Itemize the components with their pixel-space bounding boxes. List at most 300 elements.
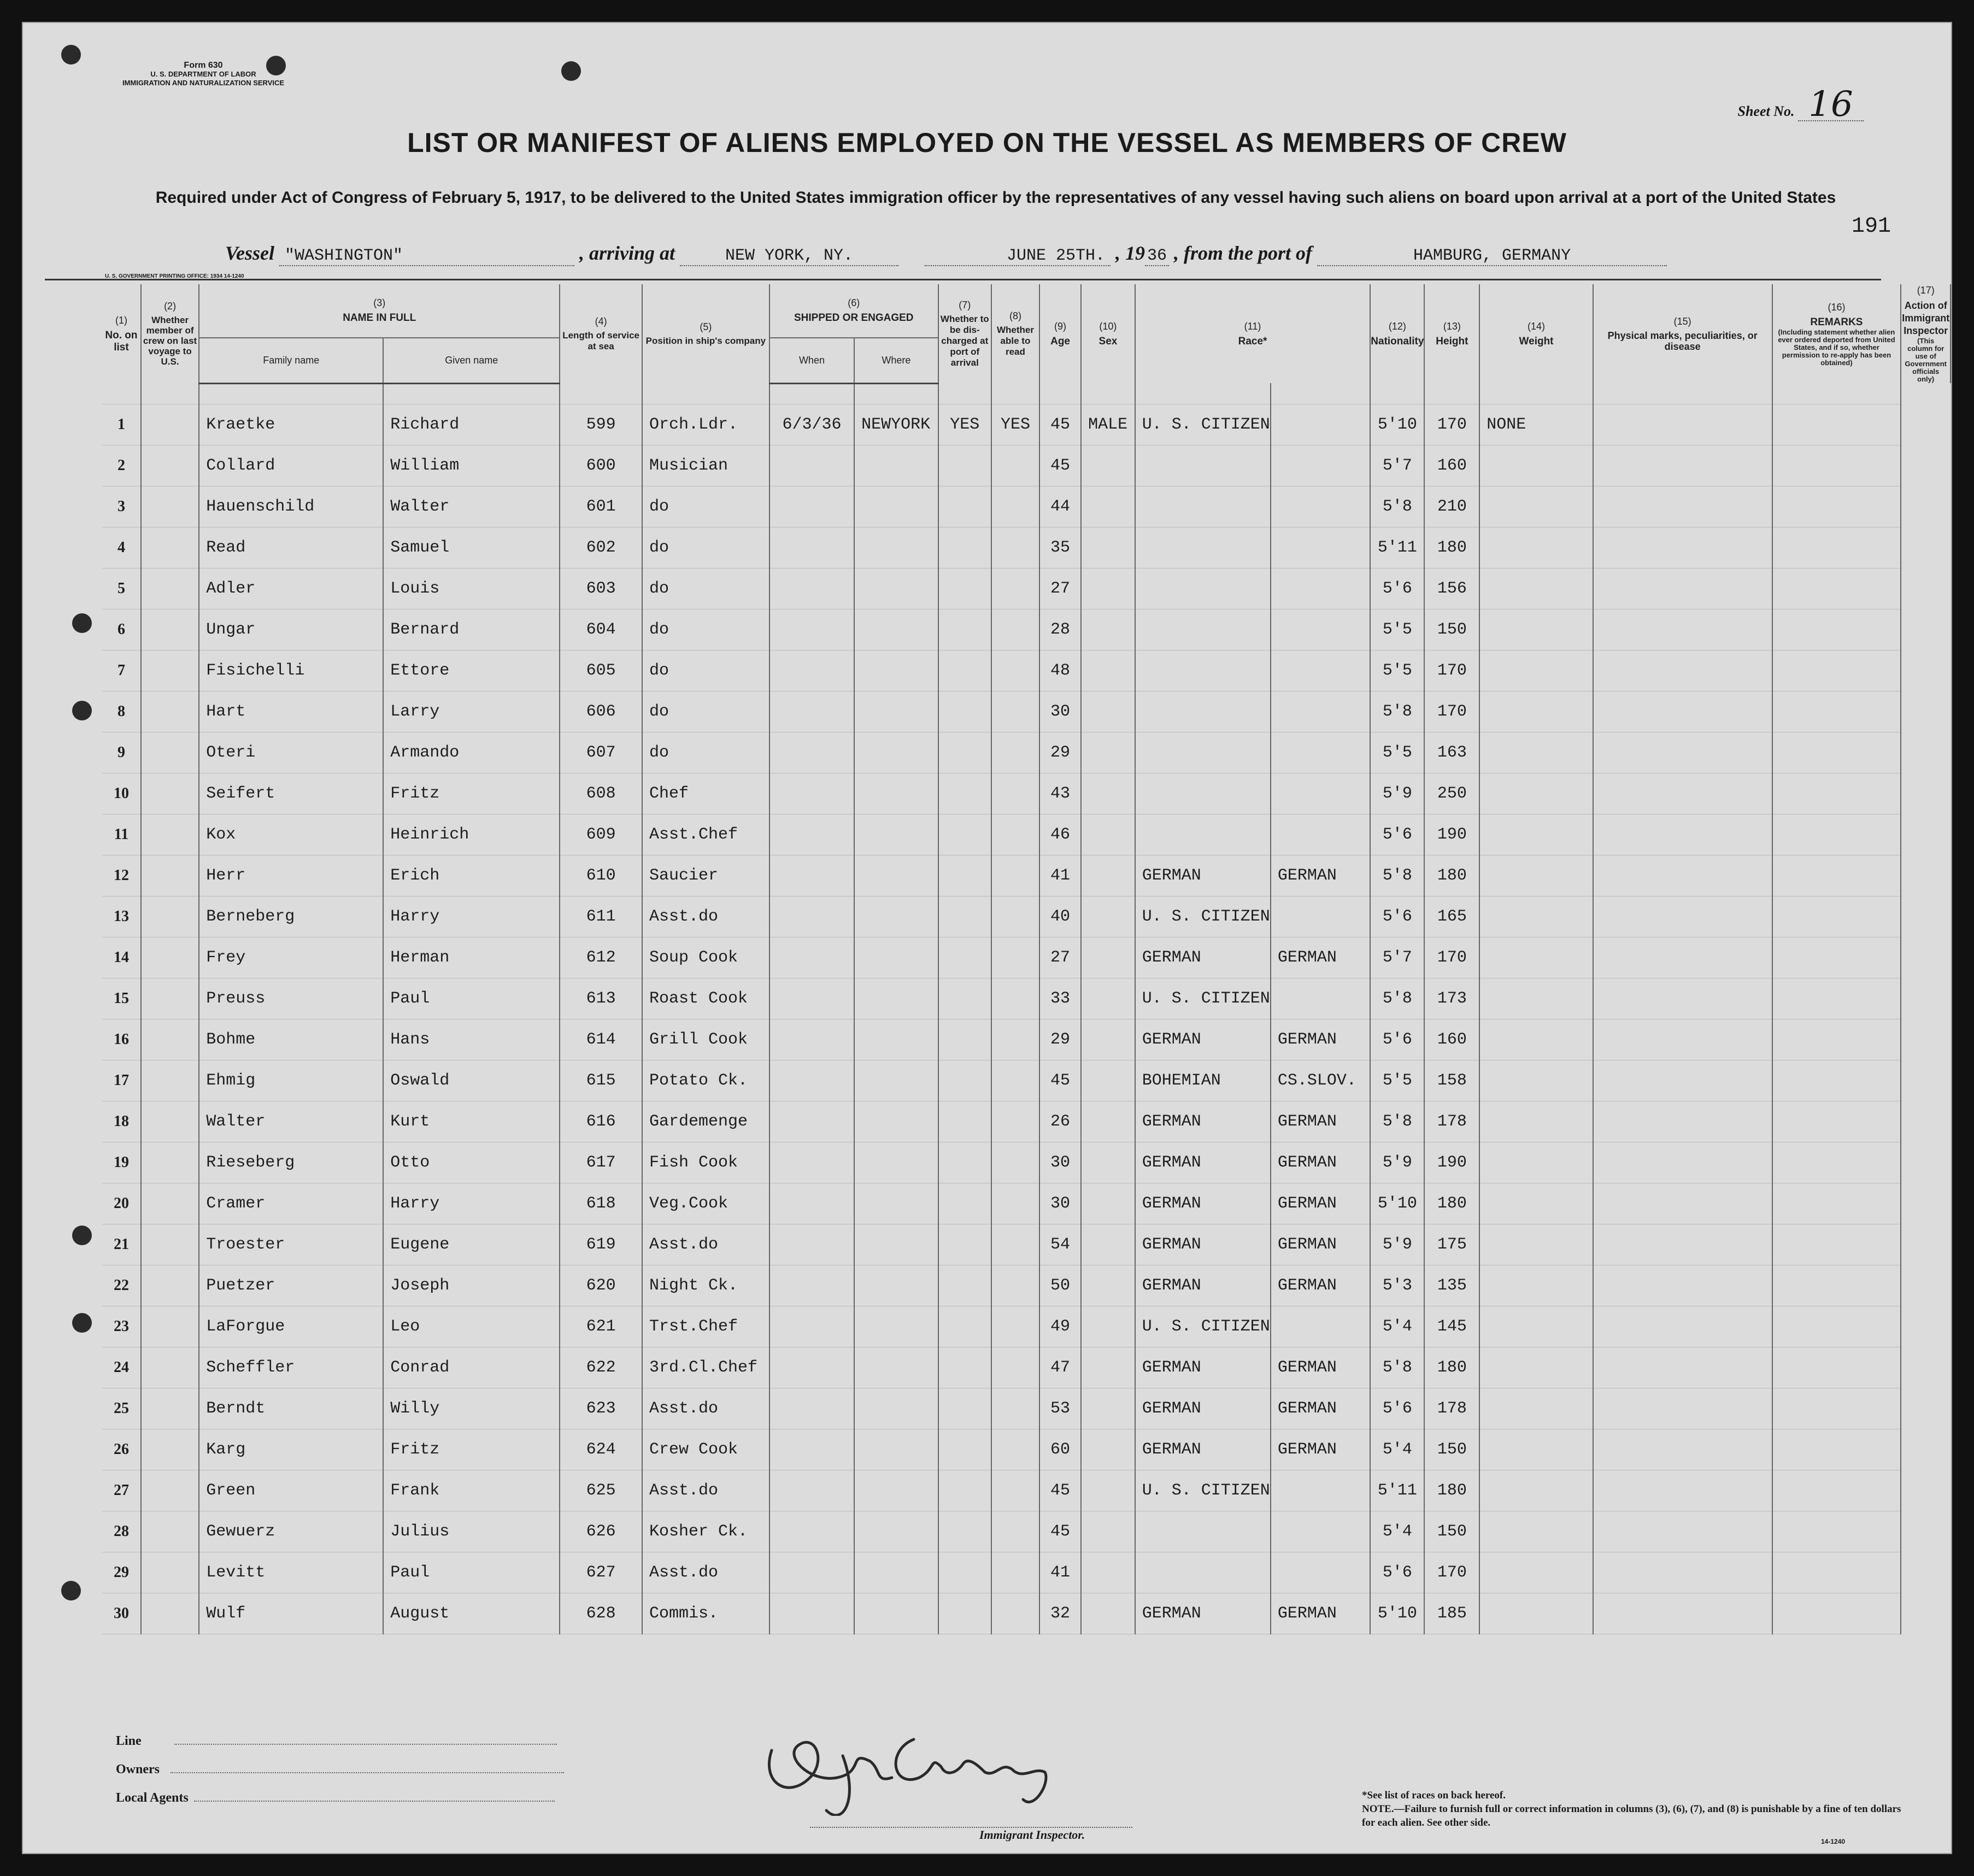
cell-sex	[1081, 609, 1135, 650]
cell-position: Gardemenge	[642, 1101, 769, 1142]
cell-service-length: 620	[560, 1265, 642, 1306]
cell-shipped-where	[854, 937, 938, 978]
cell-discharged	[938, 609, 991, 650]
cell-inspector-action	[1772, 1060, 1901, 1101]
cell-position: do	[642, 609, 769, 650]
cell-service-length: 602	[560, 527, 642, 568]
cell-age: 45	[1039, 1511, 1081, 1552]
cell-service-length: 626	[560, 1511, 642, 1552]
cell-shipped-where	[854, 609, 938, 650]
cell-race	[1135, 486, 1271, 527]
cell-remarks	[1593, 1019, 1772, 1060]
cell-position: Fish Cook	[642, 1142, 769, 1183]
cell-given-name: Erich	[383, 855, 560, 896]
cell-height: 5'9	[1370, 773, 1424, 814]
cell-service-length: 624	[560, 1429, 642, 1470]
agents-field: Local Agents	[116, 1791, 555, 1805]
cell-shipped-when	[769, 814, 854, 855]
cell-weight: 175	[1424, 1224, 1479, 1265]
cell-position: Veg.Cook	[642, 1183, 769, 1224]
table-row	[102, 1347, 1950, 1388]
cell-nationality	[1271, 527, 1370, 568]
cell-nationality: GERMAN	[1271, 1101, 1370, 1142]
cell-nationality: GERMAN	[1271, 1347, 1370, 1388]
cell-race	[1135, 1552, 1271, 1593]
penalty-note: NOTE.—Failure to furnish full or correct information in columns (3), (6), (7), and (8) is punishable by a fine of ten dollars for each alien. See other side.	[1362, 1803, 1901, 1828]
col-header-no: (1) No. on list	[102, 284, 141, 383]
cell-shipped-when	[769, 1060, 854, 1101]
cell-service-length: 600	[560, 445, 642, 486]
cell-list-no: 2	[102, 445, 141, 486]
col-header-service: (4) Length of service at sea	[560, 284, 642, 383]
cell-physical-marks	[1479, 650, 1593, 691]
department: U. S. DEPARTMENT OF LABOR	[150, 70, 256, 78]
cell-able-to-read	[991, 937, 1039, 978]
punch-hole	[72, 1313, 92, 1333]
cell-service-length: 607	[560, 732, 642, 773]
cell-list-no: 9	[102, 732, 141, 773]
cell-remarks	[1593, 855, 1772, 896]
cell-remarks	[1593, 404, 1772, 445]
table-row	[102, 1388, 1950, 1429]
cell-shipped-where	[854, 855, 938, 896]
cell-position: Roast Cook	[642, 978, 769, 1019]
cell-weight: 150	[1424, 609, 1479, 650]
cell-last-voyage	[141, 568, 199, 609]
cell-physical-marks	[1479, 486, 1593, 527]
cell-last-voyage	[141, 1470, 199, 1511]
punch-hole	[61, 1581, 81, 1601]
cell-inspector-action	[1772, 937, 1901, 978]
cell-inspector-action	[1772, 609, 1901, 650]
cell-physical-marks	[1479, 978, 1593, 1019]
cell-age: 50	[1039, 1265, 1081, 1306]
cell-remarks	[1593, 1306, 1772, 1347]
cell-nationality: GERMAN	[1271, 1019, 1370, 1060]
cell-family-name: LaForgue	[199, 1306, 383, 1347]
cell-position: do	[642, 732, 769, 773]
cell-shipped-where	[854, 568, 938, 609]
cell-nationality	[1271, 568, 1370, 609]
cell-remarks	[1593, 445, 1772, 486]
cell-race: GERMAN	[1135, 1101, 1271, 1142]
cell-shipped-where	[854, 1470, 938, 1511]
cell-able-to-read	[991, 1101, 1039, 1142]
cell-race: GERMAN	[1135, 855, 1271, 896]
cell-remarks	[1593, 1470, 1772, 1511]
cell-discharged	[938, 855, 991, 896]
cell-able-to-read	[991, 650, 1039, 691]
cell-list-no: 17	[102, 1060, 141, 1101]
cell-family-name: Read	[199, 527, 383, 568]
cell-sex	[1081, 486, 1135, 527]
cell-height: 5'6	[1370, 1019, 1424, 1060]
cell-nationality	[1271, 486, 1370, 527]
cell-last-voyage	[141, 1388, 199, 1429]
cell-list-no: 1	[102, 404, 141, 445]
cell-physical-marks	[1479, 1429, 1593, 1470]
cell-family-name: Rieseberg	[199, 1142, 383, 1183]
table-row	[102, 896, 1950, 937]
cell-height: 5'10	[1370, 404, 1424, 445]
crew-rows	[102, 383, 1950, 1634]
cell-list-no: 14	[102, 937, 141, 978]
cell-list-no: 29	[102, 1552, 141, 1593]
cell-sex	[1081, 978, 1135, 1019]
cell-position: Grill Cook	[642, 1019, 769, 1060]
cell-sex	[1081, 691, 1135, 732]
cell-sex	[1081, 1593, 1135, 1634]
cell-remarks	[1593, 609, 1772, 650]
cell-family-name: Collard	[199, 445, 383, 486]
cell-sex	[1081, 1183, 1135, 1224]
cell-last-voyage	[141, 1101, 199, 1142]
cell-age: 27	[1039, 937, 1081, 978]
cell-given-name: Richard	[383, 404, 560, 445]
cell-able-to-read	[991, 609, 1039, 650]
cell-sex	[1081, 1019, 1135, 1060]
cell-sex	[1081, 445, 1135, 486]
cell-position: Asst.do	[642, 1224, 769, 1265]
cell-remarks	[1593, 1101, 1772, 1142]
form-number: Form 630	[184, 61, 223, 70]
cell-given-name: Joseph	[383, 1265, 560, 1306]
cell-nationality	[1271, 691, 1370, 732]
sheet-number	[1737, 84, 1864, 125]
cell-inspector-action	[1772, 773, 1901, 814]
arrival-year: 36	[1145, 247, 1169, 266]
table-row	[102, 1429, 1950, 1470]
cell-age: 45	[1039, 445, 1081, 486]
cell-discharged	[938, 1101, 991, 1142]
cell-sex	[1081, 773, 1135, 814]
cell-list-no: 22	[102, 1265, 141, 1306]
cell-discharged	[938, 1183, 991, 1224]
cell-list-no: 16	[102, 1019, 141, 1060]
cell-last-voyage	[141, 1593, 199, 1634]
cell-position: 3rd.Cl.Chef	[642, 1347, 769, 1388]
cell-age: 40	[1039, 896, 1081, 937]
cell-given-name: Fritz	[383, 1429, 560, 1470]
cell-weight: 250	[1424, 773, 1479, 814]
cell-age: 53	[1039, 1388, 1081, 1429]
cell-physical-marks	[1479, 1593, 1593, 1634]
cell-list-no: 24	[102, 1347, 141, 1388]
cell-height: 5'6	[1370, 814, 1424, 855]
table-row	[102, 1552, 1950, 1593]
cell-able-to-read	[991, 1388, 1039, 1429]
cell-shipped-where	[854, 1060, 938, 1101]
cell-able-to-read	[991, 814, 1039, 855]
cell-discharged	[938, 1470, 991, 1511]
col-header-discharged: (7) Whether to be dis-charged at port of arrival	[938, 284, 991, 383]
col-header-shipped: (6) SHIPPED OR ENGAGED	[769, 284, 938, 338]
table-row	[102, 1306, 1950, 1347]
cell-race: GERMAN	[1135, 1224, 1271, 1265]
form-code: 14-1240	[1821, 1838, 1846, 1845]
cell-shipped-when	[769, 1470, 854, 1511]
gpo-imprint: U. S. GOVERNMENT PRINTING OFFICE: 1934 14-1240	[105, 273, 244, 279]
col-header-position: (5) Position in ship's company	[642, 284, 769, 383]
cell-last-voyage	[141, 1019, 199, 1060]
cell-weight: 160	[1424, 1019, 1479, 1060]
cell-able-to-read	[991, 1347, 1039, 1388]
cell-physical-marks	[1479, 1388, 1593, 1429]
cell-race: BOHEMIAN	[1135, 1060, 1271, 1101]
table-row	[102, 527, 1950, 568]
cell-family-name: Berneberg	[199, 896, 383, 937]
departure-port: HAMBURG, GERMANY	[1317, 247, 1667, 266]
cell-weight: 135	[1424, 1265, 1479, 1306]
cell-shipped-where	[854, 814, 938, 855]
cell-sex: MALE	[1081, 404, 1135, 445]
cell-sex	[1081, 1101, 1135, 1142]
cell-shipped-when	[769, 1511, 854, 1552]
cell-family-name: Walter	[199, 1101, 383, 1142]
cell-list-no: 3	[102, 486, 141, 527]
cell-physical-marks	[1479, 1552, 1593, 1593]
cell-shipped-where	[854, 896, 938, 937]
cell-position: Saucier	[642, 855, 769, 896]
cell-height: 5'5	[1370, 1060, 1424, 1101]
cell-nationality: GERMAN	[1271, 1224, 1370, 1265]
cell-list-no: 23	[102, 1306, 141, 1347]
cell-inspector-action	[1772, 1183, 1901, 1224]
cell-last-voyage	[141, 937, 199, 978]
cell-remarks	[1593, 1142, 1772, 1183]
cell-physical-marks	[1479, 568, 1593, 609]
cell-shipped-where	[854, 1265, 938, 1306]
cell-nationality: GERMAN	[1271, 1142, 1370, 1183]
cell-shipped-where	[854, 732, 938, 773]
cell-remarks	[1593, 814, 1772, 855]
cell-inspector-action	[1772, 1101, 1901, 1142]
cell-remarks	[1593, 1593, 1772, 1634]
cell-nationality	[1271, 650, 1370, 691]
table-row	[102, 1224, 1950, 1265]
cell-height: 5'8	[1370, 691, 1424, 732]
table-row	[102, 978, 1950, 1019]
cell-family-name: Fisichelli	[199, 650, 383, 691]
cell-able-to-read: YES	[991, 404, 1039, 445]
cell-inspector-action	[1772, 1429, 1901, 1470]
cell-remarks	[1593, 486, 1772, 527]
cell-physical-marks	[1479, 609, 1593, 650]
cell-service-length: 606	[560, 691, 642, 732]
cell-physical-marks	[1479, 814, 1593, 855]
table-row	[102, 650, 1950, 691]
cell-able-to-read	[991, 1265, 1039, 1306]
cell-sex	[1081, 1470, 1135, 1511]
cell-position: Night Ck.	[642, 1265, 769, 1306]
cell-nationality	[1271, 445, 1370, 486]
cell-service-length: 617	[560, 1142, 642, 1183]
cell-nationality: GERMAN	[1271, 1388, 1370, 1429]
cell-last-voyage	[141, 773, 199, 814]
cell-given-name: August	[383, 1593, 560, 1634]
col-header-remarks: (16) REMARKS (Including statement whether alien ever ordered deported from United States, and if so, whether permission to re-apply has been obtained)	[1772, 284, 1901, 383]
inspector-label: Immigrant Inspector.	[979, 1828, 1085, 1842]
cell-physical-marks	[1479, 527, 1593, 568]
cell-height: 5'4	[1370, 1306, 1424, 1347]
cell-weight: 160	[1424, 445, 1479, 486]
cell-race: GERMAN	[1135, 1183, 1271, 1224]
cell-weight: 180	[1424, 1347, 1479, 1388]
cell-shipped-when	[769, 609, 854, 650]
cell-physical-marks	[1479, 896, 1593, 937]
cell-nationality: GERMAN	[1271, 1265, 1370, 1306]
cell-position: do	[642, 568, 769, 609]
cell-given-name: Paul	[383, 978, 560, 1019]
cell-list-no: 6	[102, 609, 141, 650]
cell-service-length: 610	[560, 855, 642, 896]
cell-shipped-where	[854, 1101, 938, 1142]
cell-discharged	[938, 1347, 991, 1388]
cell-shipped-when	[769, 445, 854, 486]
cell-last-voyage	[141, 978, 199, 1019]
cell-inspector-action	[1772, 1142, 1901, 1183]
cell-able-to-read	[991, 486, 1039, 527]
cell-physical-marks	[1479, 691, 1593, 732]
cell-inspector-action	[1772, 1019, 1901, 1060]
cell-discharged	[938, 527, 991, 568]
cell-race: U. S. CITIZEN	[1135, 978, 1271, 1019]
cell-given-name: Louis	[383, 568, 560, 609]
cell-given-name: Leo	[383, 1306, 560, 1347]
cell-race: U. S. CITIZEN	[1135, 404, 1271, 445]
sheet-number-label: Sheet No.	[1737, 103, 1795, 119]
cell-family-name: Hart	[199, 691, 383, 732]
cell-weight: 170	[1424, 650, 1479, 691]
cell-nationality	[1271, 773, 1370, 814]
cell-able-to-read	[991, 1552, 1039, 1593]
table-row	[102, 1101, 1950, 1142]
cell-nationality	[1271, 1306, 1370, 1347]
cell-shipped-where	[854, 1552, 938, 1593]
cell-physical-marks	[1479, 1470, 1593, 1511]
cell-physical-marks	[1479, 1142, 1593, 1183]
cell-able-to-read	[991, 1142, 1039, 1183]
form-identifier	[105, 61, 302, 87]
cell-height: 5'3	[1370, 1265, 1424, 1306]
cell-position: Chef	[642, 773, 769, 814]
cell-service-length: 601	[560, 486, 642, 527]
cell-family-name: Frey	[199, 937, 383, 978]
cell-physical-marks	[1479, 445, 1593, 486]
cell-height: 5'9	[1370, 1224, 1424, 1265]
cell-shipped-where	[854, 1347, 938, 1388]
cell-service-length: 612	[560, 937, 642, 978]
cell-sex	[1081, 937, 1135, 978]
cell-shipped-when	[769, 1306, 854, 1347]
cell-given-name: Bernard	[383, 609, 560, 650]
cell-discharged	[938, 1265, 991, 1306]
page-subtitle: Required under Act of Congress of February 5, 1917, to be delivered to the United States immigration officer by the representatives of any vessel having such aliens on board upon arrival at a port of the United States	[155, 189, 1836, 207]
cell-list-no: 20	[102, 1183, 141, 1224]
cell-family-name: Levitt	[199, 1552, 383, 1593]
cell-position: Musician	[642, 445, 769, 486]
punch-hole	[61, 45, 81, 65]
cell-list-no: 28	[102, 1511, 141, 1552]
cell-height: 5'10	[1370, 1183, 1424, 1224]
cell-given-name: Oswald	[383, 1060, 560, 1101]
cell-age: 45	[1039, 1470, 1081, 1511]
cell-age: 30	[1039, 1142, 1081, 1183]
vessel-label: Vessel	[225, 242, 274, 264]
cell-race	[1135, 527, 1271, 568]
cell-list-no: 27	[102, 1470, 141, 1511]
footnote	[1362, 1789, 1908, 1830]
cell-nationality	[1271, 978, 1370, 1019]
col-header-where: Where	[854, 338, 938, 383]
header-rule	[45, 279, 1881, 280]
cell-race: GERMAN	[1135, 1429, 1271, 1470]
cell-service-length: 614	[560, 1019, 642, 1060]
cell-inspector-action	[1772, 978, 1901, 1019]
cell-age: 29	[1039, 732, 1081, 773]
cell-race	[1135, 609, 1271, 650]
cell-position: do	[642, 486, 769, 527]
cell-inspector-action	[1772, 1347, 1901, 1388]
table-row	[102, 486, 1950, 527]
cell-weight: 145	[1424, 1306, 1479, 1347]
cell-nationality	[1271, 1511, 1370, 1552]
cell-race	[1135, 445, 1271, 486]
cell-shipped-when: 6/3/36	[769, 404, 854, 445]
cell-list-no: 25	[102, 1388, 141, 1429]
cell-weight: 178	[1424, 1101, 1479, 1142]
cell-family-name: Oteri	[199, 732, 383, 773]
cell-age: 48	[1039, 650, 1081, 691]
cell-remarks	[1593, 691, 1772, 732]
cell-able-to-read	[991, 691, 1039, 732]
cell-list-no: 13	[102, 896, 141, 937]
cell-list-no: 15	[102, 978, 141, 1019]
cell-family-name: Karg	[199, 1429, 383, 1470]
cell-nationality: GERMAN	[1271, 1429, 1370, 1470]
cell-service-length: 619	[560, 1224, 642, 1265]
cell-able-to-read	[991, 1470, 1039, 1511]
cell-discharged	[938, 568, 991, 609]
cell-family-name: Berndt	[199, 1388, 383, 1429]
cell-remarks	[1593, 732, 1772, 773]
cell-list-no: 18	[102, 1101, 141, 1142]
cell-remarks	[1593, 1060, 1772, 1101]
cell-family-name: Ungar	[199, 609, 383, 650]
cell-height: 5'8	[1370, 486, 1424, 527]
cell-race: GERMAN	[1135, 1142, 1271, 1183]
col-header-age: (9) Age	[1039, 284, 1081, 383]
cell-age: 29	[1039, 1019, 1081, 1060]
cell-age: 30	[1039, 691, 1081, 732]
table-row	[102, 1142, 1950, 1183]
cell-given-name: Ettore	[383, 650, 560, 691]
cell-height: 5'4	[1370, 1511, 1424, 1552]
arriving-label: , arriving at	[579, 242, 675, 264]
cell-family-name: Hauenschild	[199, 486, 383, 527]
cell-race: GERMAN	[1135, 1593, 1271, 1634]
table-row	[102, 1265, 1950, 1306]
cell-family-name: Troester	[199, 1224, 383, 1265]
table-row	[102, 609, 1950, 650]
cell-discharged	[938, 732, 991, 773]
cell-last-voyage	[141, 1142, 199, 1183]
cell-weight: 180	[1424, 1470, 1479, 1511]
cell-family-name: Ehmig	[199, 1060, 383, 1101]
cell-race: GERMAN	[1135, 1388, 1271, 1429]
cell-list-no: 12	[102, 855, 141, 896]
cell-sex	[1081, 1511, 1135, 1552]
